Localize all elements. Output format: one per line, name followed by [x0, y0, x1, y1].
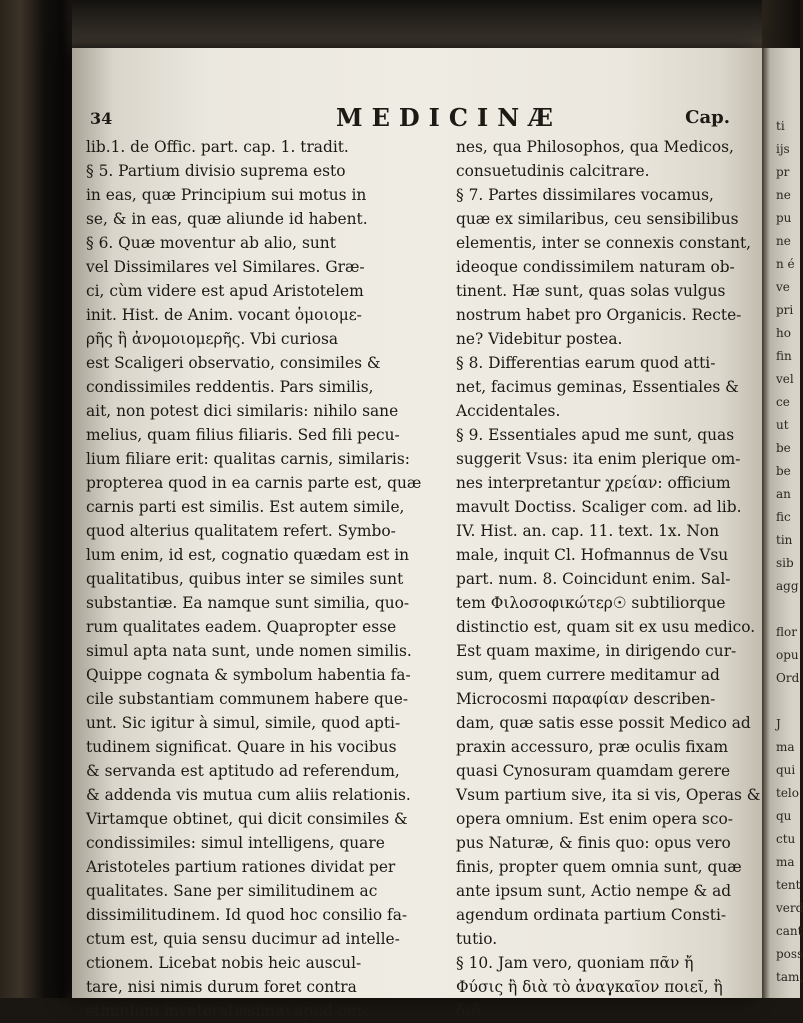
text-line: Est quam maxime, in dirigendo cur-: [456, 642, 737, 660]
facing-page-fragment: tam,: [776, 970, 803, 984]
facing-page-fragment: J: [776, 717, 781, 731]
facing-page-fragment: Ord: [776, 671, 800, 685]
text-line: mavult Doctiss. Scaliger com. ad lib.: [456, 498, 742, 516]
text-line: melius, quam filius filiaris. Sed fili pecu-: [86, 426, 400, 444]
text-line: Virtamque obtinet, qui dicit consimiles &: [86, 810, 408, 828]
left-column: [86, 135, 434, 1023]
text-line: tem Φιλοσοφικώτερ☉ subtiliorque: [456, 594, 726, 612]
text-line: pus Naturæ, & finis quo: opus vero: [456, 834, 731, 852]
chapter-abbrev: Cap.: [685, 107, 730, 128]
text-line: quod alterius qualitatem refert. Symbo-: [86, 522, 396, 540]
text-line: simul apta nata sunt, unde nomen similis.: [86, 642, 412, 660]
facing-page-fragment: be: [776, 464, 791, 478]
page-number: 34: [90, 109, 113, 128]
text-line: finis, propter quem omnia sunt, quæ: [456, 858, 742, 876]
facing-page-fragment: ne: [776, 188, 791, 202]
text-line: vel Dissimilares vel Similares. Græ-: [86, 258, 365, 276]
text-line: ctionem. Licebat nobis heic auscul-: [86, 954, 362, 972]
facing-page-fragment: tent: [776, 878, 801, 892]
facing-page-fragment: verd: [776, 901, 803, 915]
text-line: lum enim, id est, cognatio quædam est in: [86, 546, 410, 564]
text-line: lib.1. de Offic. part. cap. 1. tradit.: [86, 138, 349, 156]
text-line: condissimiles: simul intelligens, quare: [86, 834, 385, 852]
facing-page-fragment: ma: [776, 855, 795, 869]
text-line: § 10. Jam vero, quoniam πᾶν ἤ: [456, 954, 694, 972]
page-header: [90, 103, 758, 133]
text-line: Vsum partium sive, ita si vis, Operas &: [456, 786, 761, 804]
text-line: tudinem significat. Quare in his vocibus: [86, 738, 397, 756]
facing-page-fragment: tin: [776, 533, 793, 547]
text-line: qualitates. Sane per similitudinem ac: [86, 882, 378, 900]
text-line: § 8. Differentias earum quod atti-: [456, 354, 716, 372]
facing-page-fragment: sib: [776, 556, 794, 570]
facing-page-fragment: opu: [776, 648, 799, 662]
text-line: sum, quem currere meditamur ad: [456, 666, 720, 684]
facing-page-fragment: n é: [776, 257, 795, 271]
right-column: [456, 135, 761, 1023]
text-line: Accidentales.: [456, 402, 561, 420]
text-line: opera omnium. Est enim opera sco-: [456, 810, 733, 828]
text-line: ait, non potest dici similaris: nihilo sane: [86, 402, 399, 420]
text-line: substantiæ. Ea namque sunt similia, quo-: [86, 594, 410, 612]
text-line: net, facimus geminas, Essentiales &: [456, 378, 739, 396]
text-line: ctum est, quia sensu ducimur ad intelle-: [86, 930, 400, 948]
facing-page-fragment: vel: [776, 372, 794, 386]
text-line: § 6. Quæ moventur ab alio, sunt: [86, 234, 336, 252]
text-line: tare, nisi nimis durum foret contra: [86, 978, 357, 996]
text-line: nes interpretantur χρείαν: officium: [456, 474, 731, 492]
facing-page-fragment: ut: [776, 418, 789, 432]
text-line: lium filiare erit: qualitas carnis, similaris:: [86, 450, 410, 468]
facing-page-fragment: ctu: [776, 832, 796, 846]
text-line: distinctio est, quam sit ex usu medico.: [456, 618, 756, 636]
facing-page-fragment: an: [776, 487, 791, 501]
facing-page-fragment: ti: [776, 119, 785, 133]
facing-page-fragment: ne: [776, 234, 791, 248]
facing-page-fragment: ce: [776, 395, 790, 409]
facing-page-fragment: ijs: [776, 142, 790, 156]
facing-page-fragment: ma: [776, 740, 795, 754]
text-line: tutio.: [456, 930, 498, 948]
text-line: tinent. Hæ sunt, quas solas vulgus: [456, 282, 726, 300]
facing-page-fragment: ho: [776, 326, 791, 340]
text-line: unt. Sic igitur à simul, simile, quod apti-: [86, 714, 401, 732]
text-line: consuetudinis calcitrare.: [456, 162, 650, 180]
text-line: part. num. 8. Coincidunt enim. Sal-: [456, 570, 731, 588]
text-line: ideoque condissimilem naturam ob-: [456, 258, 735, 276]
text-line: elementis, inter se connexis constant,: [456, 234, 752, 252]
text-line: est Scaligeri observatio, consimiles &: [86, 354, 381, 372]
facing-page-fragment: fin: [776, 349, 792, 363]
facing-page-fragment: agg: [776, 579, 799, 593]
facing-page-fragment: fic: [776, 510, 791, 524]
text-line: Microcosmi παραφίαν describen-: [456, 690, 716, 708]
text-line: ci, cùm videre est apud Aristotelem: [86, 282, 364, 300]
text-line: init. Hist. de Anim. vocant ὁμοιομε-: [86, 306, 362, 324]
facing-page-fragment: be: [776, 441, 791, 455]
facing-page-fragment: cant: [776, 924, 803, 938]
text-line: se, & in eas, quæ aliunde id habent.: [86, 210, 368, 228]
text-line: praxin accessuro, præ oculis fixam: [456, 738, 729, 756]
text-line: nes, qua Philosophos, qua Medicos,: [456, 138, 734, 156]
text-line: Aristoteles partium rationes dividat per: [86, 858, 396, 876]
running-head: MEDICINÆ: [336, 103, 562, 132]
text-line: ante ipsum sunt, Actio nempe & ad: [456, 882, 732, 900]
text-line: agendum ordinata partium Consti-: [456, 906, 727, 924]
text-line: male, inquit Cl. Hofmannus de Vsu: [456, 546, 729, 564]
text-line: ρῆς ἢ ἀνομοιομερῆς. Vbi curiosa: [86, 330, 339, 348]
facing-page-edge: [762, 48, 803, 998]
text-line: nostrum habet pro Organicis. Recte-: [456, 306, 742, 324]
text-line: condissimiles reddentis. Pars similis,: [86, 378, 374, 396]
text-line: stimulum inveteratissimæ apud om-: [86, 1002, 367, 1020]
facing-page-fragment: ve: [776, 280, 790, 294]
text-line: IV. Hist. an. cap. 11. text. 1x. Non: [456, 522, 720, 540]
facing-page-fragment: pri: [776, 303, 794, 317]
text-line: dam, quæ satis esse possit Medico ad: [456, 714, 751, 732]
facing-page-fragment: poss: [776, 947, 803, 961]
text-line: qualitatibus, quibus inter se similes sunt: [86, 570, 404, 588]
text-line: Φύσις ἢ διὰ τὸ ἀναγκαῖον ποιεῖ, ἢ: [456, 978, 723, 996]
text-line: § 7. Partes dissimilares vocamus,: [456, 186, 714, 204]
text-line: διὰ: [456, 1002, 482, 1020]
text-line: rum qualitates eadem. Quapropter esse: [86, 618, 397, 636]
text-line: & servanda est aptitudo ad referendum,: [86, 762, 400, 780]
text-line: & addenda vis mutua cum aliis relationis.: [86, 786, 411, 804]
text-line: in eas, quæ Principium sui motus in: [86, 186, 367, 204]
text-line: § 9. Essentiales apud me sunt, quas: [456, 426, 735, 444]
facing-page-fragment: pu: [776, 211, 792, 225]
text-line: § 5. Partium divisio suprema esto: [86, 162, 346, 180]
text-line: dissimilitudinem. Id quod hoc consilio fa-: [86, 906, 408, 924]
text-line: quæ ex similaribus, ceu sensibilibus: [456, 210, 739, 228]
facing-page-fragment: qui: [776, 763, 796, 777]
facing-page-fragment: qu: [776, 809, 792, 823]
facing-page-fragment: pr: [776, 165, 790, 179]
facing-page-fragment: flor: [776, 625, 797, 639]
text-line: suggerit Vsus: ita enim plerique om-: [456, 450, 741, 468]
text-line: propterea quod in ea carnis parte est, quæ: [86, 474, 422, 492]
text-line: carnis parti est similis. Est autem simile,: [86, 498, 405, 516]
text-line: ne? Videbitur postea.: [456, 330, 623, 348]
facing-page-fragment: telo: [776, 786, 799, 800]
text-line: quasi Cynosuram quamdam gerere: [456, 762, 731, 780]
text-line: cile substantiam communem habere que-: [86, 690, 409, 708]
text-line: Quippe cognata & symbolum habentia fa-: [86, 666, 411, 684]
